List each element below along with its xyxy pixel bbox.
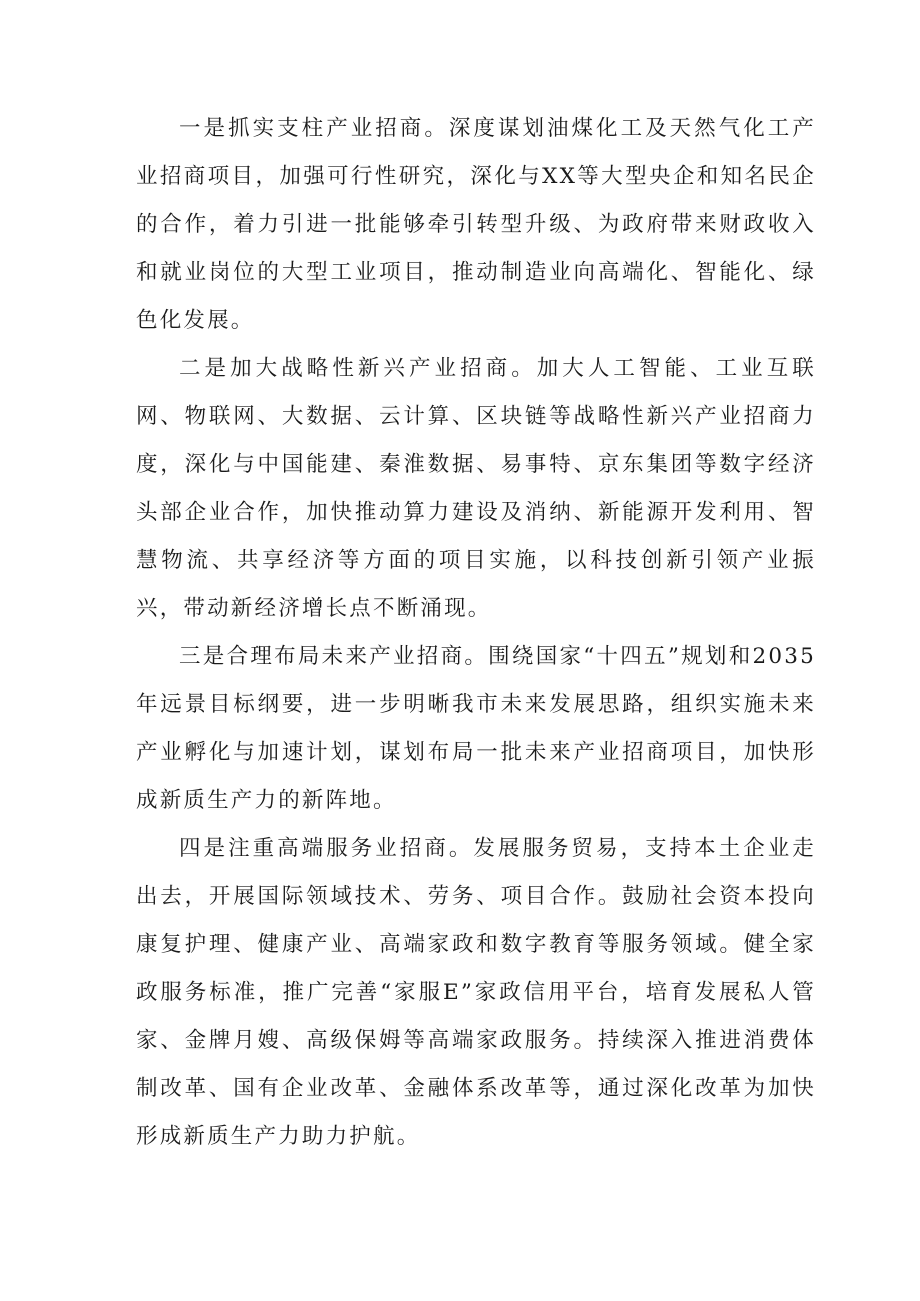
paragraph-pillar-industry: 一是抓实支柱产业招商。深度谋划油煤化工及天然气化工产业招商项目，加强可行性研究，深化与XX等大型央企和知名民企的合作，着力引进一批能够牵引转型升级、为政府带来财政收入和就业岗位的大型工业项目，推动制造业向高端化、智能化、绿色化发展。 bbox=[136, 116, 816, 333]
paragraph-emerging-industry: 二是加大战略性新兴产业招商。加大人工智能、工业互联网、物联网、大数据、云计算、区块链等战略性新兴产业招商力度，深化与中国能建、秦淮数据、易事特、京东集团等数字经济头部企业合作，加快推动算力建设及消纳、新能源开发利用、智慧物流、共享经济等方面的项目实施，以科技创新引领产业振兴，带动新经济增长点不断涌现。 bbox=[136, 356, 816, 621]
paragraph-future-industry: 三是合理布局未来产业招商。围绕国家“十四五”规划和2035年远景目标纲要，进一步明晰我市未来发展思路，组织实施未来产业孵化与加速计划，谋划布局一批未来产业招商项目，加快形成新质生产力的新阵地。 bbox=[136, 644, 816, 813]
document-body bbox=[136, 105, 816, 1161]
paragraph-service-industry: 四是注重高端服务业招商。发展服务贸易，支持本土企业走出去，开展国际领域技术、劳务、项目合作。鼓励社会资本投向康复护理、健康产业、高端家政和数字教育等服务领域。健全家政服务标准，推广完善“家服E”家政信用平台，培育发展私人管家、金牌月嫂、高级保姆等高端家政服务。持续深入推进消费体制改革、国有企业改革、金融体系改革等，通过深化改革为加快形成新质生产力助力护航。 bbox=[136, 836, 816, 1149]
